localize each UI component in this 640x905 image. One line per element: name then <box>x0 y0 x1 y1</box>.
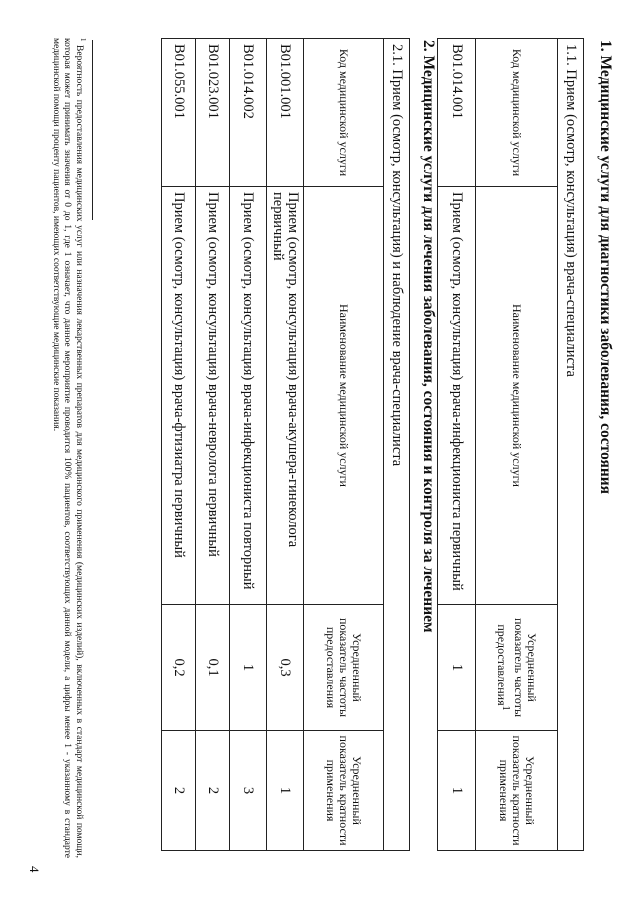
frequency-value: 0,3 <box>267 605 304 731</box>
header-multiplicity: Усредненный показатель кратности применения <box>304 731 384 851</box>
frequency-value: 1 <box>230 605 267 731</box>
subsection-2-1-title: 2.1. Прием (осмотр, консультация) и наблюдение врача-специалиста <box>384 39 410 851</box>
header-frequency: Усредненный показатель частоты предоставления <box>304 605 384 731</box>
table-row <box>438 39 476 851</box>
service-name: Прием (осмотр, консультация) врача-фтизиатра первичный <box>162 187 196 605</box>
table-row <box>196 39 230 851</box>
header-code: Код медицинской услуги <box>304 39 384 187</box>
multiplicity-value: 2 <box>196 731 230 851</box>
frequency-value: 0,2 <box>162 605 196 731</box>
header-frequency: Усредненный показатель частоты предоставления$^1$ <box>476 605 558 731</box>
treatment-table <box>161 38 410 851</box>
service-code: B01.014.001 <box>438 39 476 187</box>
section-2-heading: 2. Медицинские услуги для лечения заболевания, состояния и контроля за лечением <box>420 40 437 633</box>
table-row <box>267 39 304 851</box>
service-code: B01.055.001 <box>162 39 196 187</box>
section-1-heading: 1. Медицинские услуги для диагностики заболевания, состояния <box>597 40 614 495</box>
service-code: B01.001.001 <box>267 39 304 187</box>
service-name: Прием (осмотр, консультация) врача-невролога первичный <box>196 187 230 605</box>
diagnostics-table <box>437 38 584 851</box>
service-code: B01.014.002 <box>230 39 267 187</box>
footnote-divider <box>92 40 93 220</box>
service-name: Прием (осмотр, консультация) врача-инфекциониста повторный <box>230 187 267 605</box>
service-name: Прием (осмотр, консультация) врача-инфекциониста первичный <box>438 187 476 605</box>
footnote-marker: 1 <box>500 705 511 711</box>
service-code: B01.023.001 <box>196 39 230 187</box>
footnote-text: Вероятность предоставления медицинских услуг или назначения лекарственных препаратов для медицинского применения (медицинских изделий), включенных в стандарт медицинской помощи, которая может принимать значения от 0 до 1, где 1 означает, что данное мероприятие проводится 100% пациентов, соответствующих данной модели, а цифры менее 1 - указанному в стандарте медицинской помощи проценту пациентов, имеющих соответствующие медицинские показания. <box>50 38 84 859</box>
frequency-value: 1 <box>438 605 476 731</box>
subsection-1-1-title: 1.1. Прием (осмотр, консультация) врача-специалиста <box>558 39 584 851</box>
table-row <box>162 39 196 851</box>
multiplicity-value: 1 <box>438 731 476 851</box>
header-multiplicity: Усредненный показатель кратности применения <box>476 731 558 851</box>
service-name: Прием (осмотр, консультация) врача-акушера-гинеколога первичный <box>267 187 304 605</box>
multiplicity-value: 1 <box>267 731 304 851</box>
table-row <box>230 39 267 851</box>
page-number: 4 <box>27 866 42 873</box>
header-name: Наименование медицинской услуги <box>304 187 384 605</box>
footnote <box>49 38 88 858</box>
footnote-marker: 1 <box>79 38 87 42</box>
header-name: Наименование медицинской услуги <box>476 187 558 605</box>
multiplicity-value: 3 <box>230 731 267 851</box>
header-code: Код медицинской услуги <box>476 39 558 187</box>
frequency-value: 0,1 <box>196 605 230 731</box>
multiplicity-value: 2 <box>162 731 196 851</box>
